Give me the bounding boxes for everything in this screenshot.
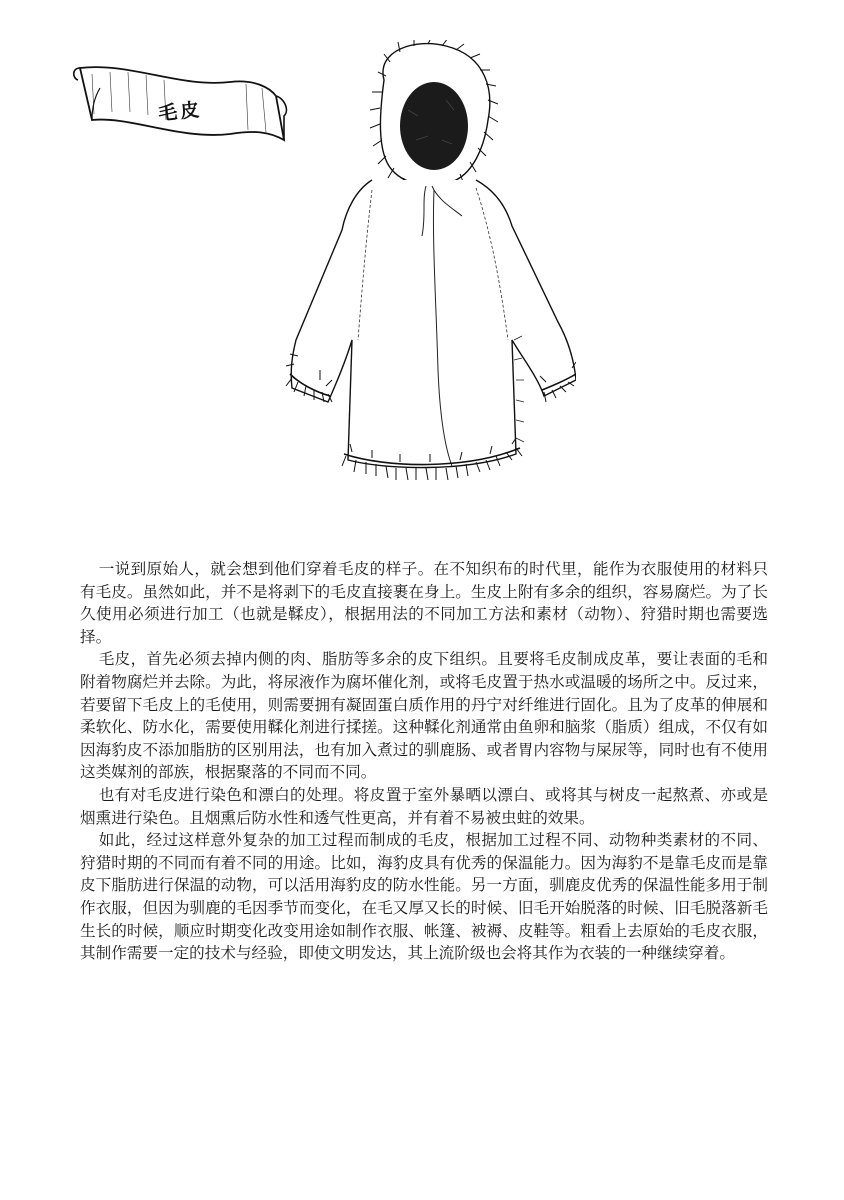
paragraph-4: 如此，经过这样意外复杂的加工过程而制成的毛皮，根据加工过程不同、动物种类素材的不同、狩猎时期的不同而有着不同的用途。比如，海豹皮具有优秀的保温能力。因为海豹不是靠毛皮而是靠皮下脂肪进行保温的动物，可以活用海豹皮的防水性能。另一方面，驯鹿皮优秀的保温性能多用于制作衣服，但因为驯鹿的毛因季节而变化，在毛又厚又长的时候、旧毛开始脱落的时候、旧毛脱落新毛生长的时候，顺应时期变化改变用途如制作衣服、帐篷、被褥、皮鞋等。粗看上去原始的毛皮衣服，其制作需要一定的技术与经验，即使文明发达，其上流阶级也会将其作为衣装的一种继续穿着。 [80, 831, 768, 963]
fur-parka-drawing-icon [276, 40, 576, 500]
paragraph-2: 毛皮，首先必须去掉内侧的肉、脂肪等多余的皮下组织。且要将毛皮制成皮革，要让表面的毛和附着物腐烂并去除。为此，将尿液作为腐坏催化剂，或将毛皮置于热水或温暖的场所之中。反过来，若要留下毛皮上的毛使用，则需要拥有凝固蛋白质作用的丹宁对纤维进行固化。且为了皮革的伸展和柔软化、防水化，需要使用鞣化剂进行揉搓。这种鞣化剂通常由鱼卵和脑浆（脂质）组成，不仅有如因海豹皮不添加脂肪的区别用法，也有加入煮过的驯鹿肠、或者胃内容物与屎尿等，同时也有不使用这类媒剂的部族，根据聚落的不同而不同。 [80, 650, 768, 782]
paragraph-3: 也有对毛皮进行染色和漂白的处理。将皮置于室外暴晒以漂白、或将其与树皮一起熬煮、亦或是烟熏进行染色。且烟熏后防水性和透气性更高，并有着不易被虫蛀的效果。 [80, 785, 768, 827]
article-body [80, 558, 768, 965]
fur-parka-illustration [276, 40, 576, 500]
paragraph-1: 一说到原始人，就会想到他们穿着毛皮的样子。在不知织布的时代里，能作为衣服使用的材料只有毛皮。虽然如此，并不是将剥下的毛皮直接裹在身上。生皮上附有多余的组织，容易腐烂。为了长久使用必须进行加工（也就是鞣皮），根据用法的不同加工方法和素材（动物）、狩猎时期也需要选择。 [80, 560, 768, 646]
section-title: 毛皮 [157, 98, 204, 126]
